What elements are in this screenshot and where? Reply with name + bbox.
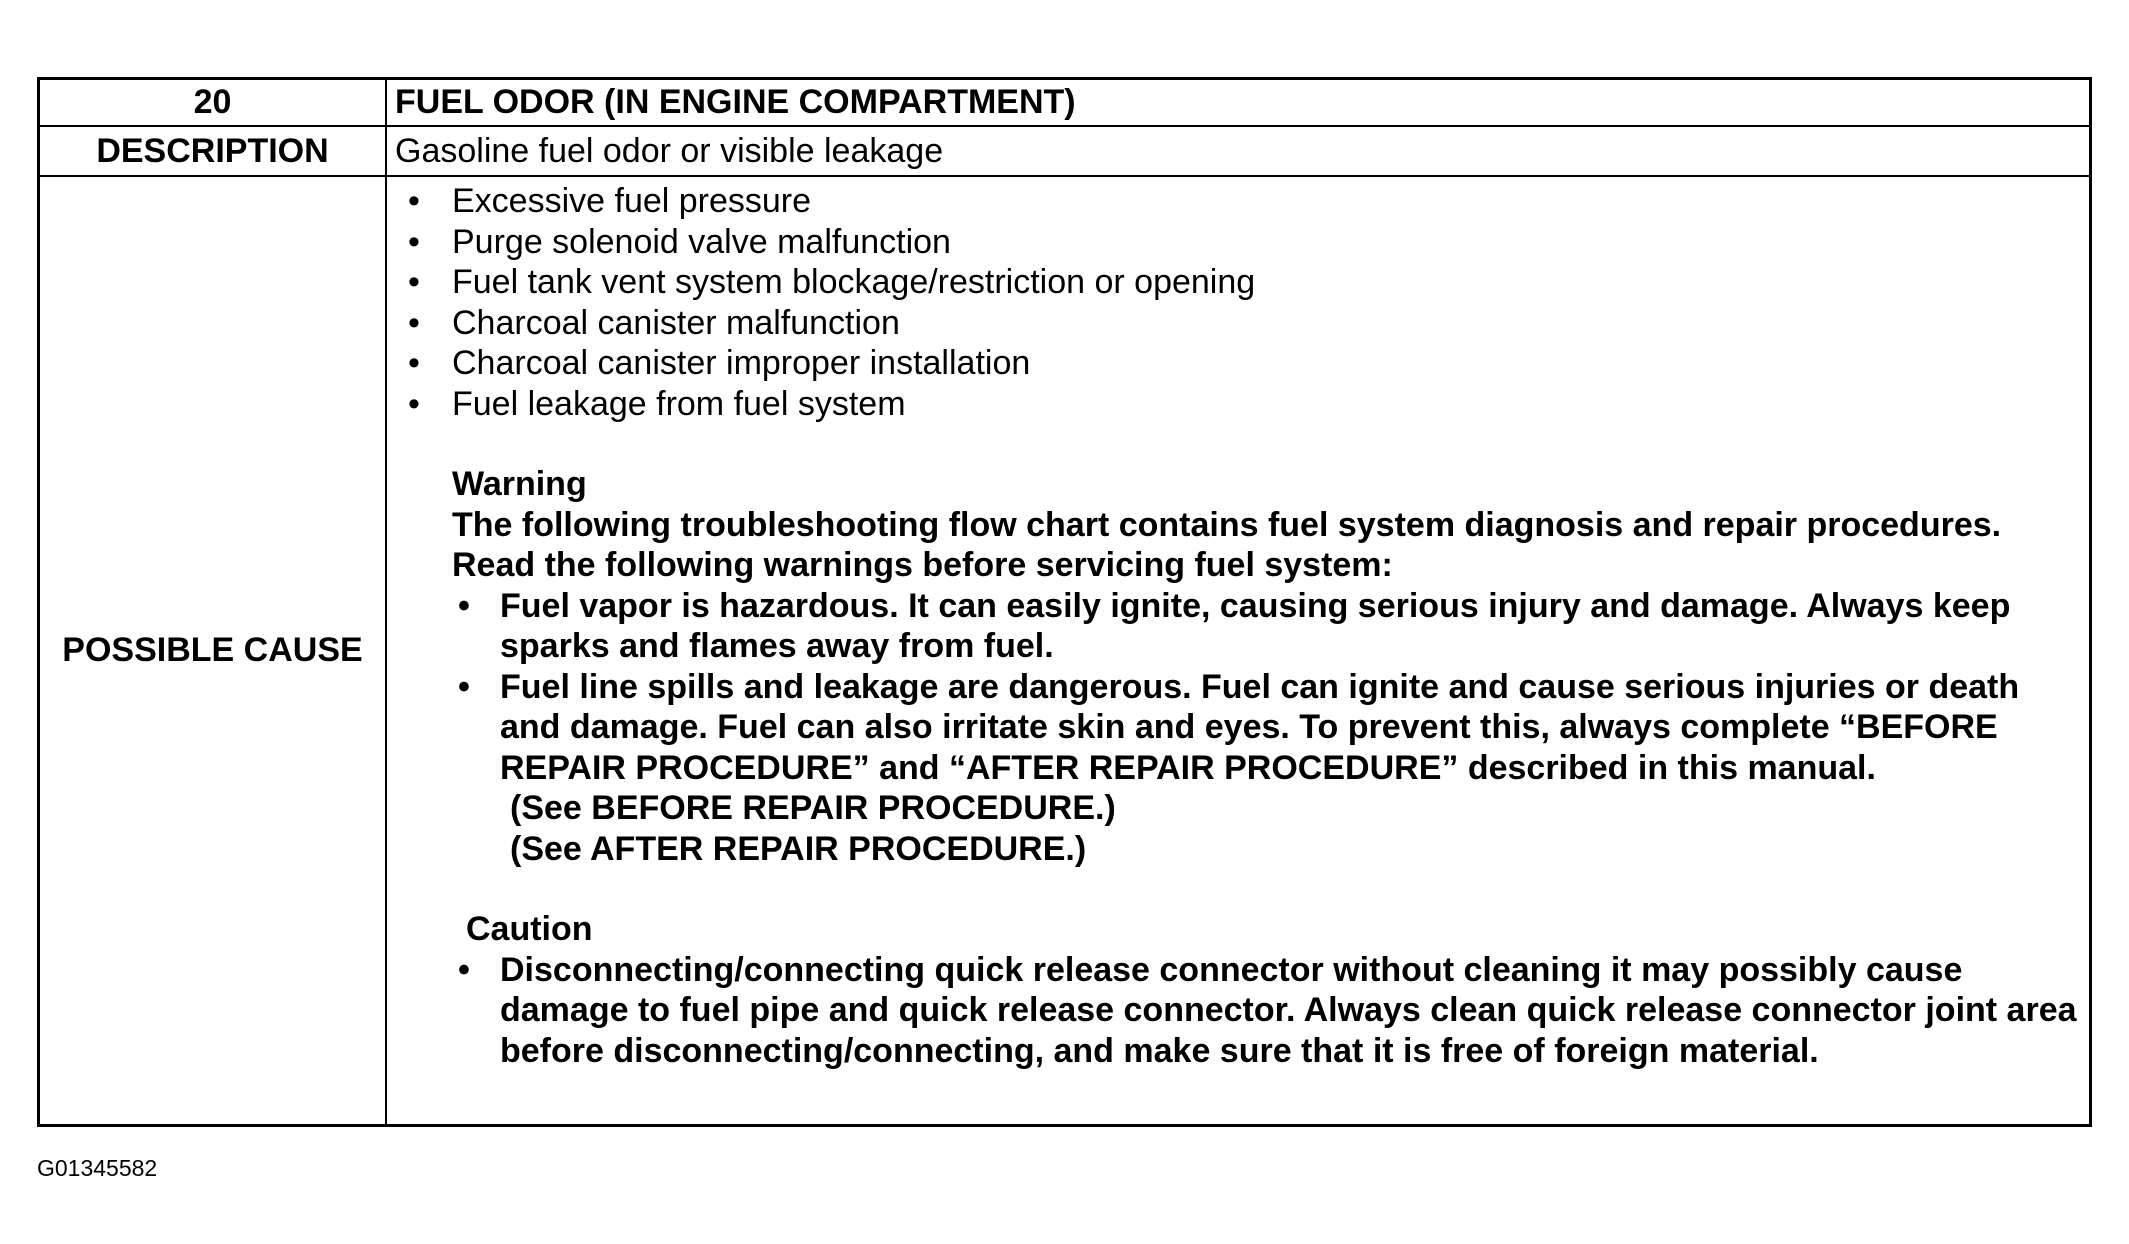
possible-cause-row [40,177,2089,1124]
column-divider [385,127,387,175]
possible-cause-label: POSSIBLE CAUSE [62,631,363,669]
diagnosis-number: 20 [193,83,232,121]
description-row [40,127,2089,177]
diagnosis-title: FUEL ODOR (IN ENGINE COMPARTMENT) [395,83,1076,121]
possible-cause-content [395,181,2081,1124]
caution-block [452,909,2081,1071]
troubleshooting-table [37,77,2092,1127]
caution-title: Caution [466,910,593,948]
list-item: • Purge solenoid valve malfunction [395,222,2081,263]
list-item: • Charcoal canister improper installation [395,343,2081,384]
list-item: • Fuel vapor is hazardous. It can easily ignite, causing serious injury and damage. Always keep sparks and flames away from fuel. [452,586,2081,667]
warning-block [452,464,2081,869]
warning-title: Warning [452,465,587,503]
caution-list [452,950,2081,1072]
description-label: DESCRIPTION [96,131,329,170]
list-item: • Charcoal canister malfunction [395,303,2081,344]
see-after-repair-link[interactable]: (See AFTER REPAIR PROCEDURE.) [510,829,1087,868]
list-item: • Fuel tank vent system blockage/restriction or opening [395,262,2081,303]
list-item: • Excessive fuel pressure [395,181,2081,222]
warning-list [452,586,2081,789]
description-value: Gasoline fuel odor or visible leakage [395,131,944,170]
list-item: • Fuel line spills and leakage are dangerous. Fuel can ignite and cause serious injuries or death and damage. Fuel can also irritate skin and eyes. To prevent this, always complete “BEFORE REPAIR PROCEDURE” and “AFTER REPAIR PROCEDURE” described in this manual. [452,667,2081,789]
list-item: • Disconnecting/connecting quick release connector without cleaning it may possibly cause damage to fuel pipe and quick release connector. Always clean quick release connector joint area before disconnecting/connecting, and make sure that it is free of foreign material. [452,950,2081,1072]
see-before-repair-link[interactable]: (See BEFORE REPAIR PROCEDURE.) [510,789,1116,827]
cause-list [395,181,2081,424]
column-divider [385,177,387,1124]
warning-intro: The following troubleshooting flow chart contains fuel system diagnosis and repair procedures. Read the following warnings before servicing fuel system: [452,505,2002,584]
list-item: • Fuel leakage from fuel system [395,384,2081,425]
figure-id: G01345582 [37,1155,158,1181]
column-divider [385,80,387,125]
table-header-row [40,80,2089,127]
